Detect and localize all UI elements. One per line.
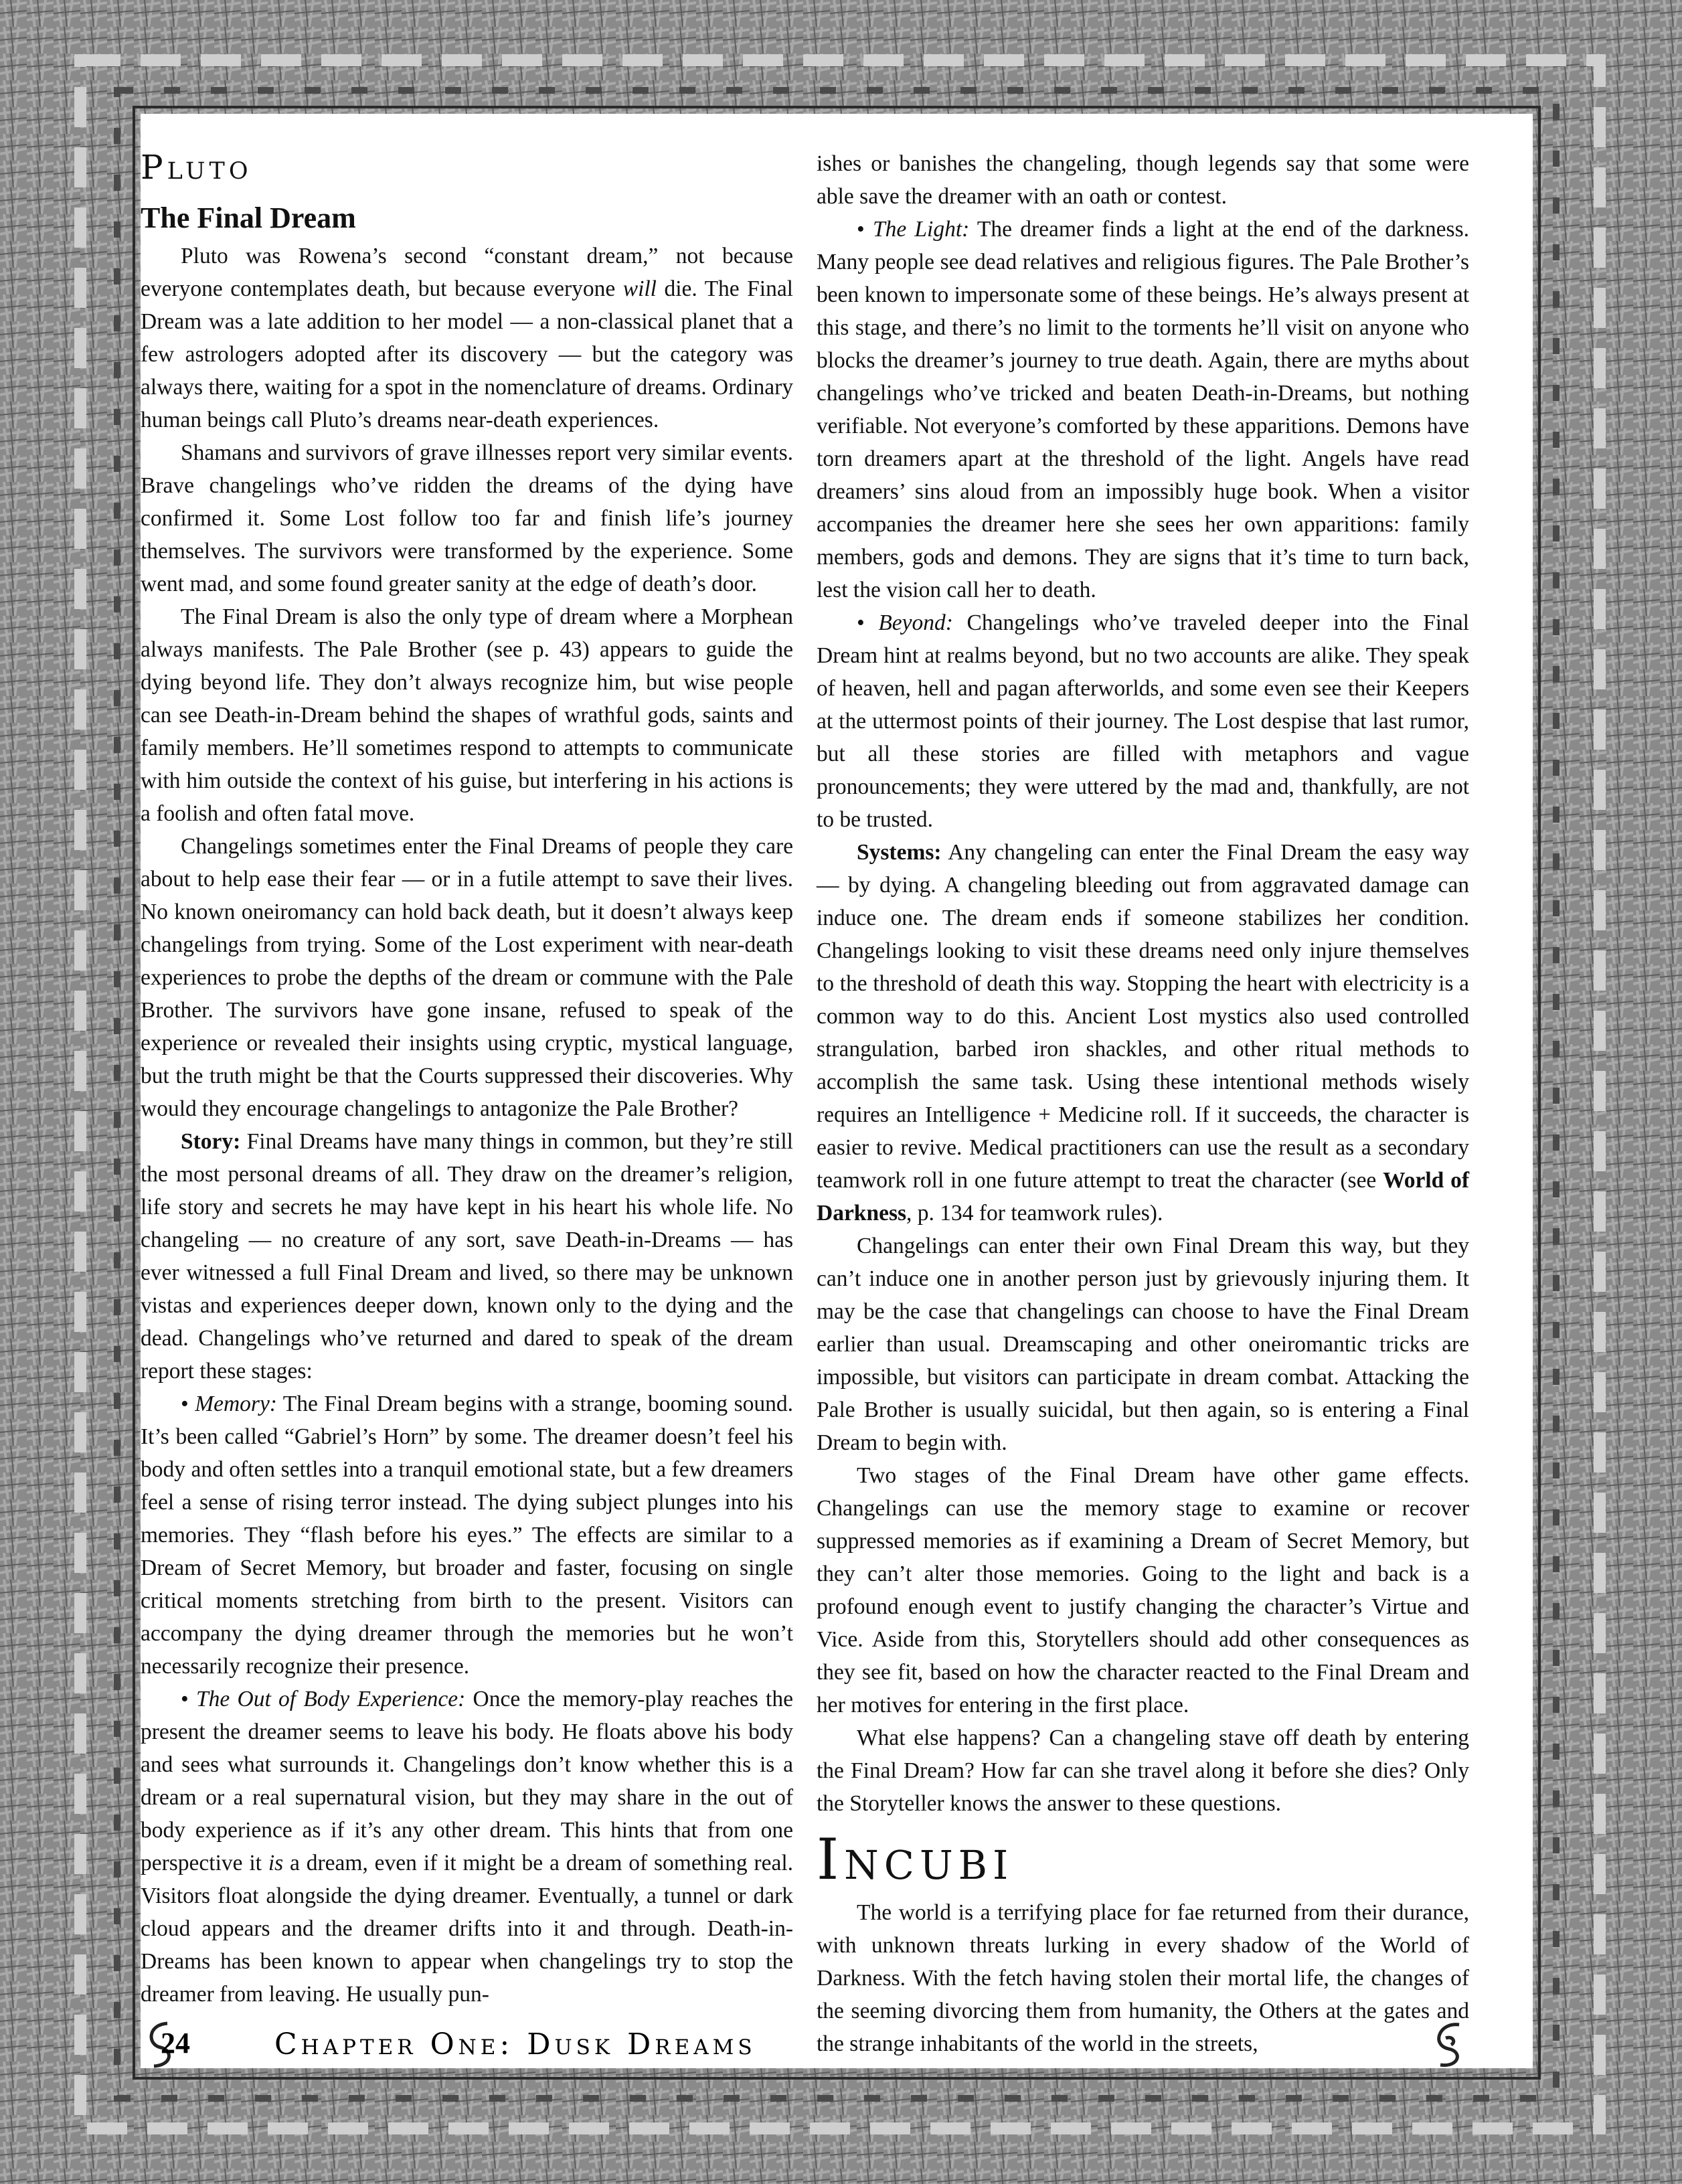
paragraph: Shamans and survivors of grave illnesses report very similar events. Brave changelings who’ve ridden the dreams of the dying have confirmed it. Some Lost follow too far and finish life’s journey themselves. The survivors were transformed by the experience. Some went mad, and some found greater sanity at the edge of death’s door. bbox=[141, 440, 793, 596]
paragraph: Pluto was Rowena’s second “constant dream,” not because everyone contemplates death, but because everyone will die. The Final Dream was a late addition to her model — a non-classical planet that a few astrologers adopted after its discovery — but the category was always there, waiting for a spot in the nomenclature of dreams. Ordinary human beings call Pluto’s dreams near-death experiences. bbox=[141, 244, 793, 432]
bullet-memory: • Memory: The Final Dream begins with a strange, booming sound. It’s been called “Gabriel’s Horn” by some. The dreamer doesn’t feel his body and often settles into a tranquil emotional state, but a few dreamers feel a sense of rising terror instead. The dying subject plunges into his memories. They “flash before his eyes.” The effects are similar to a Dream of Secret Memory, but broader and faster, focusing on single critical moments stretching from birth to the present. Visitors can accompany the dying dreamer through the memories but he won’t necessarily recognize their presence. bbox=[141, 1392, 794, 1679]
section-heading-incubi: Incubi bbox=[817, 1827, 1014, 1892]
left-column bbox=[141, 147, 793, 2011]
paragraph: The Final Dream is also the only type of dream where a Morphean always manifests. The Pale Brother (see p. 43) appears to guide the dying beyond life. They don’t always recognize him, but wise people can see Death-in-Dream behind the shapes of wrathful gods, saints and family members. He’ll sometimes respond to attempts to communicate with him outside the context of his guise, but interfering in his actions is a foolish and often fatal move. bbox=[141, 604, 793, 826]
bullet-out-of-body: • The Out of Body Experience: Once the memory-play reaches the present the dreamer seems to leave his body. He floats above his body and sees what surrounds it. Changelings don’t know whether this is a dream or a real supernatural vision, but they may share in the out of body experience as if it’s any other dream. This hints that from one perspective it is a dream, even if it might be a dream of something real. Visitors float alongside the dying dreamer. Eventually, a tunnel or dark cloud appears and the dreamer drifts into it and through. Death-in-Dreams has been known to appear when changelings try to stop the dreamer from leaving. He usually pun- bbox=[141, 1687, 793, 2007]
bullet-beyond: • Beyond: Changelings who’ve traveled deeper into the Final Dream hint at realms beyond, but no two accounts are alike. They speak of heaven, hell and pagan afterworlds, and some even see their Keepers at the uttermost points of their journey. The Lost despise that last rumor, but all these stories are filled with metaphors and vague pronouncements; they were uttered by the mad and, thankfully, are not to be trusted. bbox=[817, 610, 1469, 832]
paragraph-systems: Systems: Any changeling can enter the Final Dream the easy way — by dying. A changeling bleeding out from aggravated damage can induce one. The dream ends if someone stabilizes her condition. Changelings looking to visit these dreams need only injure themselves to the threshold of death this way. Stopping the heart with electricity is a common way to do this. Ancient Lost mystics also used controlled strangulation, barbed iron shackles, and other ritual methods to accomplish the same task. Using these intentional methods wisely requires an Intelligence + Medicine roll. If it succeeds, the character is easier to revive. Medical practitioners can use the result as a secondary teamwork roll in one future attempt to treat the character (see World of Darkness, p. 134 for teamwork rules). bbox=[817, 840, 1469, 1226]
subheading-final-dream: The Final Dream bbox=[141, 201, 356, 234]
page-number: 24 bbox=[161, 2027, 190, 2060]
paragraph: Changelings can enter their own Final Dream this way, but they can’t induce one in another person just by grievously injuring them. It may be the case that changelings can choose to have the Final Dream earlier than usual. Dreamscaping and other oneiromantic tricks are impossible, but visitors can participate in dream combat. Attacking the Pale Brother is usually suicidal, but then again, so is entering a Final Dream to begin with. bbox=[817, 1234, 1469, 1455]
scroll-ornament-icon bbox=[1426, 2018, 1473, 2072]
paragraph: The world is a terrifying place for fae returned from their durance, with unknown threats lurking in every shadow of the World of Darkness. With the fetch having stolen their mortal life, the changes of the seeming divorcing them from humanity, the Others at the gates and the strange inhabitants of the world in the streets, bbox=[817, 1900, 1469, 2056]
right-column bbox=[817, 147, 1469, 2060]
paragraph: ishes or banishes the changeling, though legends say that some were able save the dreamer with an oath or contest. bbox=[817, 151, 1469, 209]
page-footer bbox=[141, 2018, 810, 2072]
bullet-light: • The Light: The dreamer finds a light at the end of the darkness. Many people see dead relatives and religious figures. The Pale Brother’s been known to impersonate some of these beings. He’s always present at this stage, and there’s no limit to the torments he’ll visit on anyone who blocks the dreamer’s journey to true death. Again, there are myths about changelings who’ve tricked and beaten Death-in-Dreams, but nothing verifiable. Not everyone’s comforted by these apparitions. Demons have torn dreamers apart at the threshold of the light. Angels have read dreamers’ sins aloud from an impossibly huge book. When a visitor accompanies the dreamer here she sees her own apparitions: family members, gods and demons. They are signs that it’s time to turn back, lest the vision call her to death. bbox=[817, 217, 1470, 602]
paragraph: Two stages of the Final Dream have other game effects. Changelings can use the memory stage to examine or recover suppressed memories as if examining a Dream of Secret Memory, but they can’t alter those memories. Going to the light and back is a profound enough event to justify changing the character’s Virtue and Vice. Aside from this, Storytellers should add other consequences as they see fit, based on how the character reacted to the Final Dream and her motives for entering in the first place. bbox=[817, 1463, 1469, 1717]
paragraph: What else happens? Can a changeling stave off death by entering the Final Dream? How far can she travel along it before she dies? Only the Storyteller knows the answer to these questions. bbox=[817, 1726, 1469, 1816]
page-content bbox=[141, 114, 1533, 2068]
paragraph-story: Story: Final Dreams have many things in common, but they’re still the most personal dreams of all. They draw on the dreamer’s religion, life story and secrets he may have kept in his heart his whole life. No changeling — no creature of any sort, save Death-in-Dreams — has ever witnessed a full Final Dream and lived, so there may be unknown vistas and experiences deeper down, known only to the dying and the dead. Changelings who’ve returned and dared to speak of the dream report these stages: bbox=[141, 1129, 793, 1383]
section-heading-pluto: Pluto bbox=[141, 148, 252, 187]
chapter-title: Chapter One: Dusk Dreams bbox=[274, 2027, 756, 2062]
paragraph: Changelings sometimes enter the Final Dreams of people they care about to help ease their fear — or in a futile attempt to save their lives. No known oneiromancy can hold back death, but it doesn’t always keep changelings from trying. Some of the Lost experiment with near-death experiences to probe the depths of the dream or commune with the Pale Brother. The survivors have gone insane, refused to speak of the experience or revealed their insights using cryptic, mystical language, but the truth might be that the Courts suppressed their discoveries. Why would they encourage changelings to antagonize the Pale Brother? bbox=[141, 834, 793, 1121]
